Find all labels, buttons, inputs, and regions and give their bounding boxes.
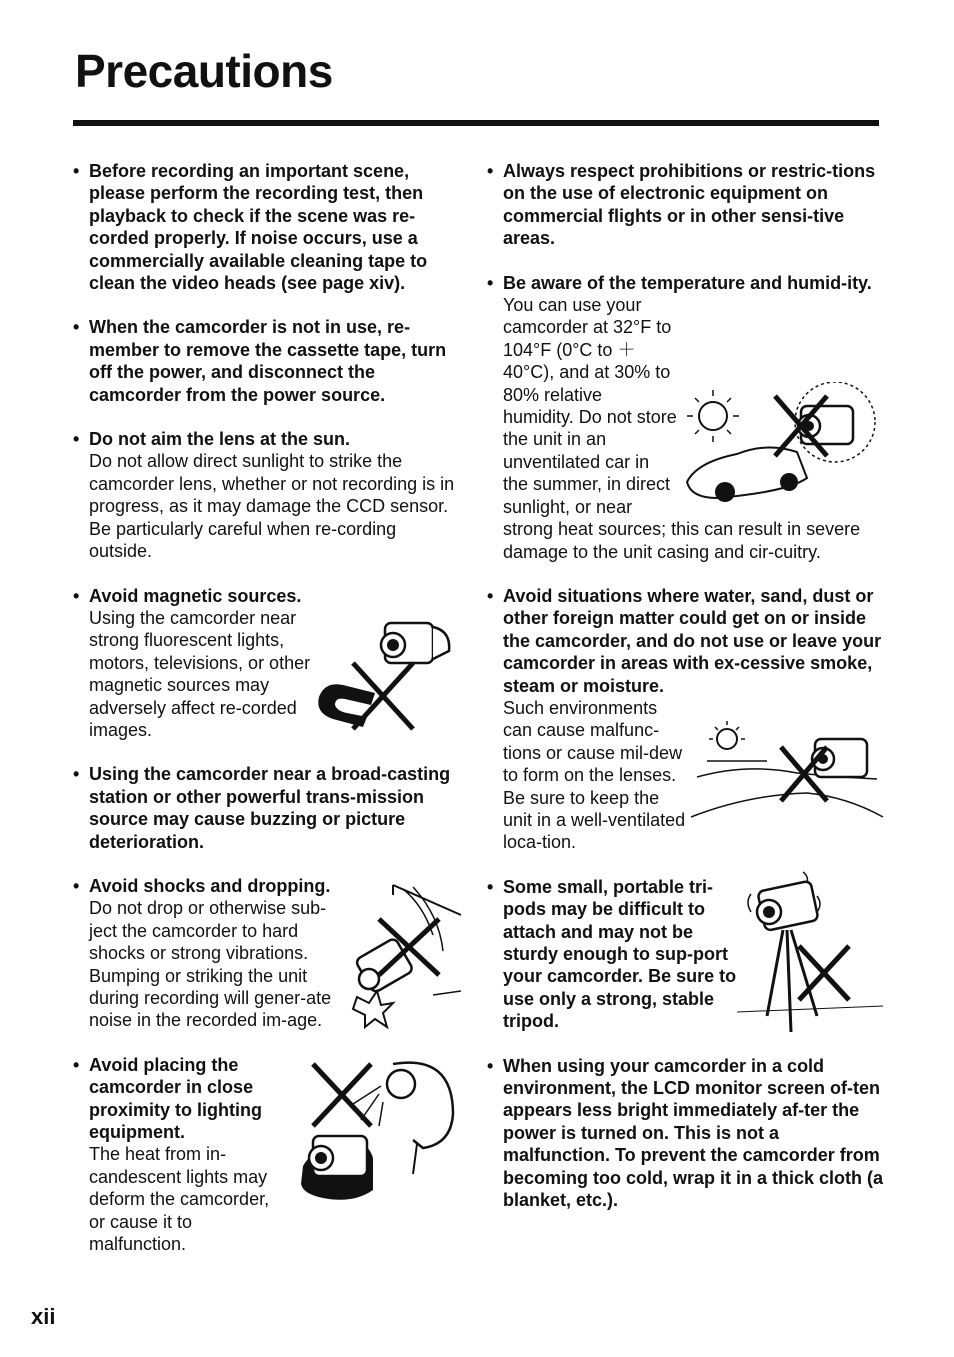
precaution-heading: Avoid placing the camcorder in close proximity to lighting equipment. bbox=[89, 1054, 262, 1143]
precaution-heading: When the camcorder is not in use, re-member to remove the cassette tape, turn off the power, and disconnect the camcorder from the power source. bbox=[89, 317, 447, 405]
beach-illustration bbox=[687, 717, 887, 827]
precaution-body: Do not allow direct sunlight to strike the camcorder lens, whether or not recording is in progress, as it may damage the CCD sensor. Be particularly careful when re-cording outside. bbox=[89, 451, 455, 562]
precaution-item bbox=[487, 1055, 887, 1212]
precaution-heading: Some small, portable tri-pods may be difficult to attach and may not be sturdy enough to sup-port your camcorder. Be sure to use only a strong, stable tripod. bbox=[503, 876, 737, 1032]
precaution-item bbox=[73, 1054, 463, 1256]
lighting-illustration bbox=[283, 1054, 463, 1214]
precaution-item bbox=[73, 585, 463, 742]
precaution-body: The heat from in-candescent lights may deform the camcorder, or cause it to malfunction. bbox=[89, 1144, 270, 1255]
precaution-item bbox=[73, 428, 463, 562]
title-rule bbox=[73, 120, 879, 126]
precaution-body: You can use your camcorder at 32°F to 104°F (0°C to ＋40°C), and at 30% to 80% relative humidity. Do not store the unit in an unventilated car in the summer, in direct sunlight, or near strong heat sources; this can result in severe damage to the unit casing and cir-cuitry. bbox=[503, 295, 861, 562]
bullet: • bbox=[73, 875, 80, 896]
bullet: • bbox=[487, 161, 494, 181]
precaution-heading: Avoid shocks and dropping. bbox=[89, 875, 331, 896]
precaution-item bbox=[73, 875, 463, 1032]
bullet: • bbox=[487, 272, 494, 293]
bullet: • bbox=[487, 585, 494, 606]
precaution-item bbox=[487, 585, 887, 854]
precaution-heading: Be aware of the temperature and humid-ity. bbox=[503, 272, 872, 293]
page-number: xii bbox=[31, 1304, 56, 1329]
precaution-body: Using the camcorder near strong fluorescent lights, motors, televisions, or other magnetic sources may adversely affect re-corded images. bbox=[89, 607, 311, 740]
precaution-heading: Before recording an important scene, please perform the recording test, then playback to check if the scene was re-corded properly. If noise occurs, use a commercially available cleaning tape to clean the video heads (see page xiv). bbox=[89, 161, 428, 294]
bullet: • bbox=[487, 876, 494, 897]
precaution-item bbox=[73, 160, 463, 294]
bullet: • bbox=[73, 429, 80, 450]
bullet: • bbox=[73, 585, 80, 606]
bullet: • bbox=[73, 764, 80, 785]
precaution-item bbox=[487, 272, 887, 563]
right-column bbox=[487, 160, 887, 1233]
tripod-illustration bbox=[737, 866, 887, 1048]
left-column bbox=[73, 160, 463, 1277]
bullet: • bbox=[487, 1055, 494, 1076]
precaution-heading: Avoid situations where water, sand, dust or other foreign matter could get on or inside the camcorder, and do not use or leave your camcorder in areas with ex-cessive smoke, steam or moisture. bbox=[503, 585, 882, 696]
precaution-heading: Avoid magnetic sources. bbox=[89, 585, 302, 606]
car-sun-illustration bbox=[677, 382, 887, 512]
bullet: • bbox=[73, 317, 80, 338]
precaution-heading: Using the camcorder near a broad-casting station or other powerful trans-mission source may cause buzzing or picture deterioration. bbox=[89, 764, 451, 852]
bullet: • bbox=[73, 161, 80, 181]
precaution-item bbox=[73, 763, 463, 853]
bullet: • bbox=[73, 1054, 80, 1075]
precaution-item bbox=[487, 876, 887, 1033]
magnet-illustration bbox=[313, 601, 463, 731]
page-title: Precautions bbox=[75, 45, 333, 97]
precaution-heading: Do not aim the lens at the sun. bbox=[89, 429, 351, 450]
dropping-illustration bbox=[343, 875, 463, 1035]
precaution-item bbox=[487, 160, 887, 250]
precaution-body: Do not drop or otherwise sub-ject the camcorder to hard shocks or strong vibrations. Bumping or striking the unit during recording will gener-ate noise in the recorded im-age. bbox=[89, 898, 332, 1031]
precaution-heading: When using your camcorder in a cold environment, the LCD monitor screen of-ten appears less bright immediately af-ter the power is turned on. This is not a malfunction. To prevent the camcorder from becoming too cold, wrap it in a thick cloth (a blanket, etc.). bbox=[503, 1055, 884, 1211]
precaution-heading: Always respect prohibitions or restric-tions on the use of electronic equipment on commercial flights or in other sensi-tive areas. bbox=[503, 161, 876, 249]
precaution-item bbox=[73, 316, 463, 406]
precaution-body: Such environments can cause malfunc-tions or cause mil-dew to form on the lenses. Be sure to keep the unit in a well-ventilated loca-tion. bbox=[503, 697, 686, 853]
